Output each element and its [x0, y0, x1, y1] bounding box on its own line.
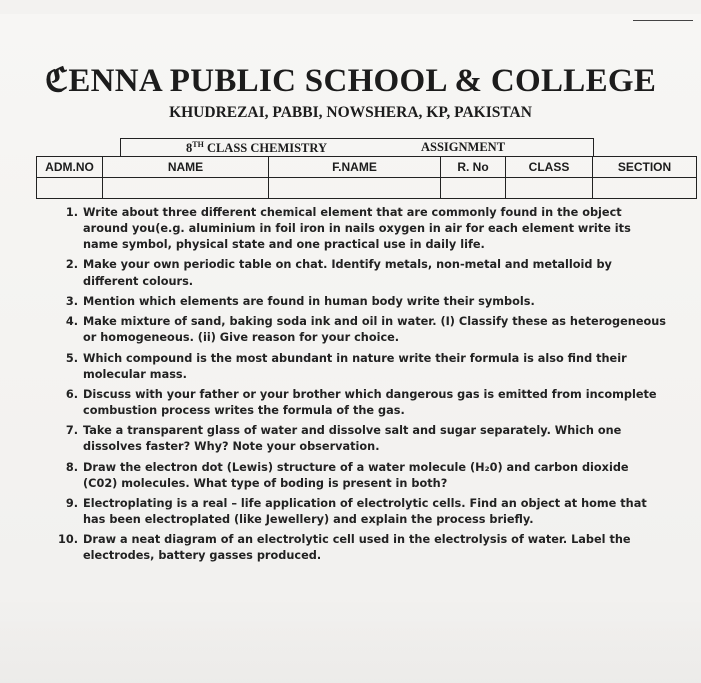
question-item [56, 314, 666, 346]
question-item [56, 257, 666, 289]
question-number: 8. [65, 460, 78, 474]
school-address: KHUDREZAI, PABBI, NOWSHERA, KP, PAKISTAN [169, 104, 532, 121]
assignment-label: ASSIGNMENT [421, 140, 506, 154]
question-list [56, 205, 666, 569]
father-name-header: F.NAME [269, 157, 441, 178]
class-ordinal: TH [192, 140, 204, 149]
question-number: 7. [65, 424, 78, 438]
question-text: Which compound is the most abundant in nature write their formula is also find their molecular mass. [83, 351, 627, 381]
question-text: Make your own periodic table on chat. Identify metals, non-metal and metalloid by different colours. [83, 258, 612, 288]
question-number: 1. [65, 206, 78, 219]
section-header: SECTION [593, 157, 697, 178]
question-item [56, 387, 666, 419]
info-header-row [37, 157, 697, 178]
class-subject-heading [186, 140, 327, 156]
question-text: Draw a neat diagram of an electrolytic cell used in the electrolysis of water. Label the electrodes, battery gasses produced. [83, 533, 631, 563]
question-item [56, 351, 666, 383]
question-text: Take a transparent glass of water and dissolve salt and sugar separately. Which one dissolves faster? Why? Note your observation. [83, 424, 622, 454]
adm-no-field[interactable] [37, 178, 103, 199]
question-item [56, 423, 666, 455]
question-item [56, 460, 666, 492]
question-text: Discuss with your father or your brother which dangerous gas is emitted from incomplete combustion process writes the formula of the gas. [83, 387, 657, 417]
question-number: 6. [65, 387, 78, 401]
name-header: NAME [103, 157, 269, 178]
question-item [56, 294, 666, 310]
question-number: 10. [57, 533, 78, 547]
question-number: 2. [65, 258, 78, 272]
roll-no-header: R. No [441, 157, 506, 178]
student-info-table [36, 156, 697, 199]
section-field[interactable] [593, 178, 697, 199]
question-number: 3. [65, 294, 78, 308]
question-item [56, 496, 666, 528]
class-header: CLASS [506, 157, 593, 178]
assignment-heading [120, 138, 594, 156]
info-value-row [37, 178, 697, 199]
top-edge-line [633, 20, 693, 21]
question-number: 9. [65, 497, 78, 510]
class-field[interactable] [506, 178, 593, 199]
class-subject: CLASS CHEMISTRY [203, 141, 328, 156]
father-name-field[interactable] [269, 178, 441, 199]
bottom-shading [0, 593, 701, 683]
question-item [56, 532, 666, 564]
question-text: Draw the electron dot (Lewis) structure of a water molecule (H₂0) and carbon dioxide (C02) molecules. What type of boding is present in both? [83, 460, 629, 490]
question-text: Make mixture of sand, baking soda ink and oil in water. (I) Classify these as heterogeneous or homogeneous. (ii) Give reason for your choice. [83, 315, 667, 345]
roll-no-field[interactable] [441, 178, 506, 199]
question-item [56, 205, 666, 253]
adm-no-header: ADM.NO [37, 157, 103, 178]
question-text: Write about three different chemical element that are commonly found in the object around you(e.g. aluminium in foil iron in nails oxygen in air for each element write its name symbol, physical state and one practical use in daily life. [83, 206, 631, 252]
school-title: ℭENNA PUBLIC SCHOOL & COLLEGE [44, 63, 657, 99]
question-number: 5. [65, 351, 78, 365]
name-field[interactable] [103, 178, 269, 199]
question-text: Electroplating is a real – life application of electrolytic cells. Find an object at home that has been electroplated (like Jewellery) and explain the process briefly. [83, 497, 647, 527]
question-number: 4. [65, 315, 78, 329]
class-number: 8 [186, 141, 193, 156]
question-text: Mention which elements are found in human body write their symbols. [83, 294, 535, 308]
